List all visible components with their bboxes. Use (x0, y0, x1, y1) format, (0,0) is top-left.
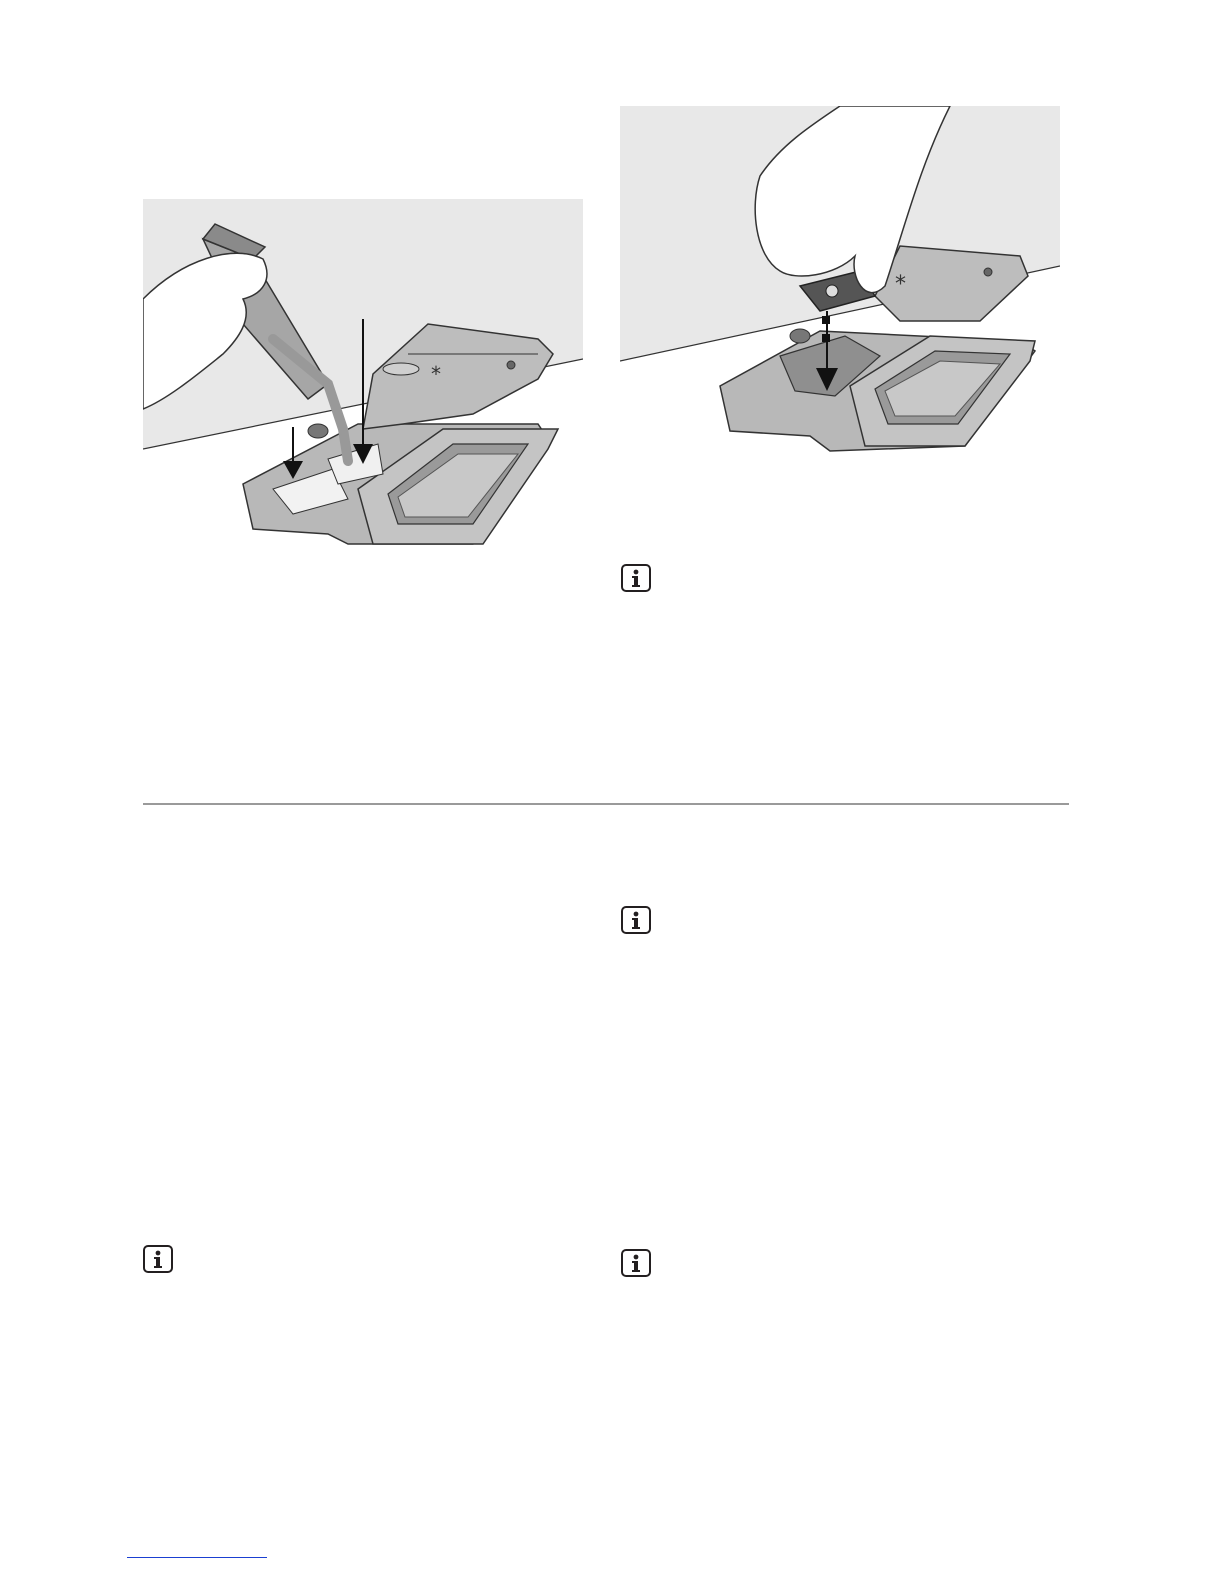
detergent-filling-illustration (143, 199, 583, 580)
info-icon (143, 1245, 173, 1273)
info-icon (621, 906, 651, 934)
info-icon (621, 564, 651, 592)
detergent-lid-closing-illustration (620, 106, 1060, 489)
info-icon (621, 1249, 651, 1277)
link-underline[interactable] (127, 1557, 267, 1558)
section-divider (143, 803, 1069, 805)
svg-text:*: * (431, 362, 441, 386)
svg-text:*: * (895, 272, 906, 297)
